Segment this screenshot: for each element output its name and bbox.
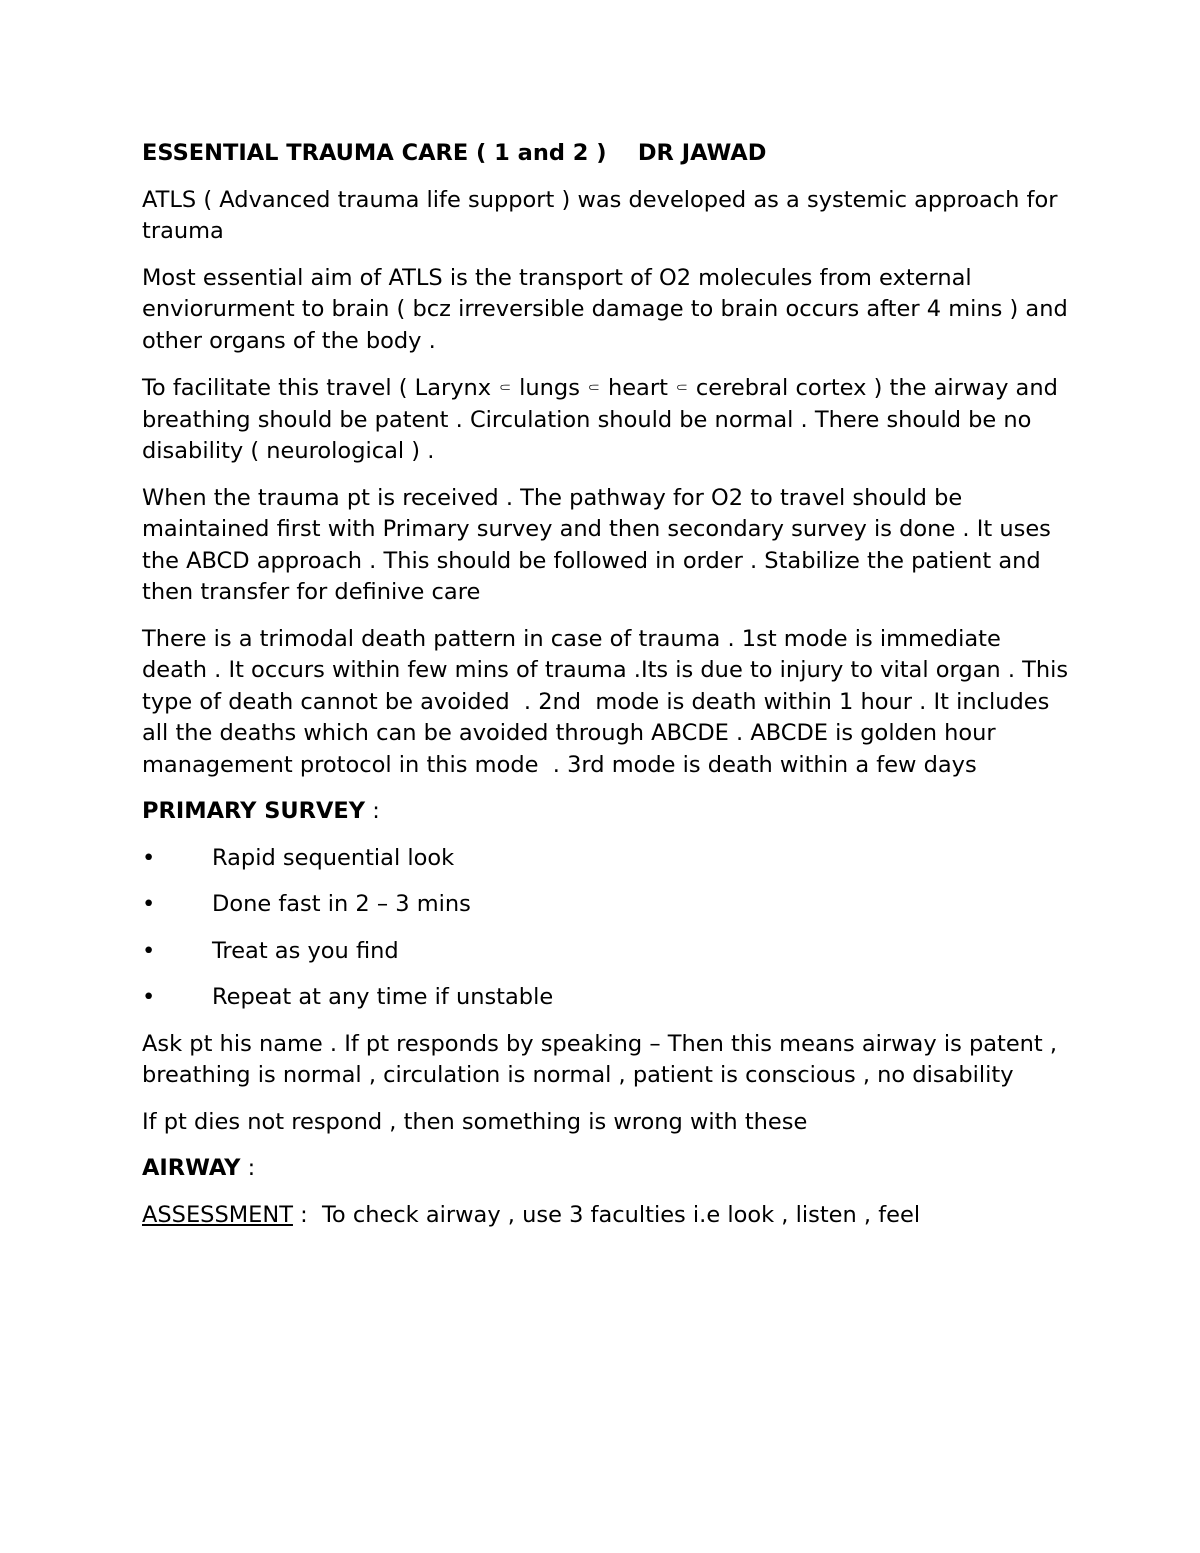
paragraph-atls-aim: Most essential aim of ATLS is the transport of O2 molecules from external enviorurment to brain ( bcz irreversible damage to brain occurs after 4 mins ) and other organs of the body . (142, 264, 1068, 354)
pathway-arrow-icon: ⸦ (585, 378, 602, 397)
assessment-line (142, 1200, 1072, 1232)
list-item-text: Treat as you find (212, 937, 399, 964)
document-title: ESSENTIAL TRAUMA CARE ( 1 and 2 ) DR JAWAD (142, 140, 767, 166)
bullet-icon: • (142, 844, 156, 871)
list-item (142, 843, 1072, 875)
list-item (142, 889, 1072, 921)
pathway-text-end: cerebral cortex ) the airway and breathing should be patent . Circulation should be normal . There should be no disability ( neurological ) . (142, 375, 1058, 464)
pathway-text-heart: heart (607, 375, 668, 401)
list-item (142, 982, 1072, 1014)
paragraph-o2-pathway (142, 372, 1072, 468)
paragraph-no-response: If pt dies not respond , then something is wrong with these (142, 1108, 808, 1135)
airway-heading: AIRWAY (142, 1155, 241, 1181)
airway-colon: : (240, 1155, 256, 1181)
list-item (142, 936, 1072, 968)
pathway-text-lungs: lungs (519, 375, 580, 401)
pathway-arrow-icon: ⸦ (497, 378, 514, 397)
assessment-label: ASSESSMENT (142, 1201, 293, 1228)
bullet-icon: • (142, 937, 156, 964)
paragraph-ask-name: Ask pt his name . If pt responds by speaking – Then this means airway is patent , breathing is normal , circulation is normal , patient is conscious , no disability (142, 1030, 1058, 1088)
primary-survey-colon: : (365, 798, 380, 824)
primary-survey-list (142, 843, 1072, 1014)
list-item-text: Done fast in 2 – 3 mins (212, 891, 471, 917)
airway-heading-line (142, 1153, 1072, 1185)
primary-survey-heading: PRIMARY SURVEY (142, 798, 366, 824)
list-item-text: Rapid sequential look (212, 844, 455, 871)
document-body (142, 138, 1076, 1246)
list-item-text: Repeat at any time if unstable (212, 984, 554, 1010)
paragraph-trimodal-death: There is a trimodal death pattern in case of trauma . 1st mode is immediate death . It occurs within few mins of trauma .Its is due to injury to vital organ . This type of death cannot be avoided . 2nd mode is death within 1 hour . It includes all the deaths which can be avoided through ABCDE . ABCDE is golden hour management protocol in this mode . 3rd mode is death within a few days (142, 625, 1076, 778)
bullet-icon: • (142, 984, 156, 1010)
paragraph-atls-definition: ATLS ( Advanced trauma life support ) was developed as a systemic approach for trauma (142, 186, 1058, 244)
bullet-icon: • (142, 891, 156, 917)
pathway-text-start: To facilitate this travel ( Larynx (142, 375, 492, 401)
primary-survey-heading-line (142, 796, 1072, 828)
pathway-arrow-icon: ⸦ (673, 378, 690, 397)
paragraph-trauma-received: When the trauma pt is received . The pathway for O2 to travel should be maintained first with Primary survey and then secondary survey is done . It uses the ABCD approach . This should be followed in order . Stabilize the patient and then transfer for definive care (142, 484, 1051, 605)
assessment-text: : To check airway , use 3 faculties i.e look , listen , feel (292, 1201, 921, 1228)
